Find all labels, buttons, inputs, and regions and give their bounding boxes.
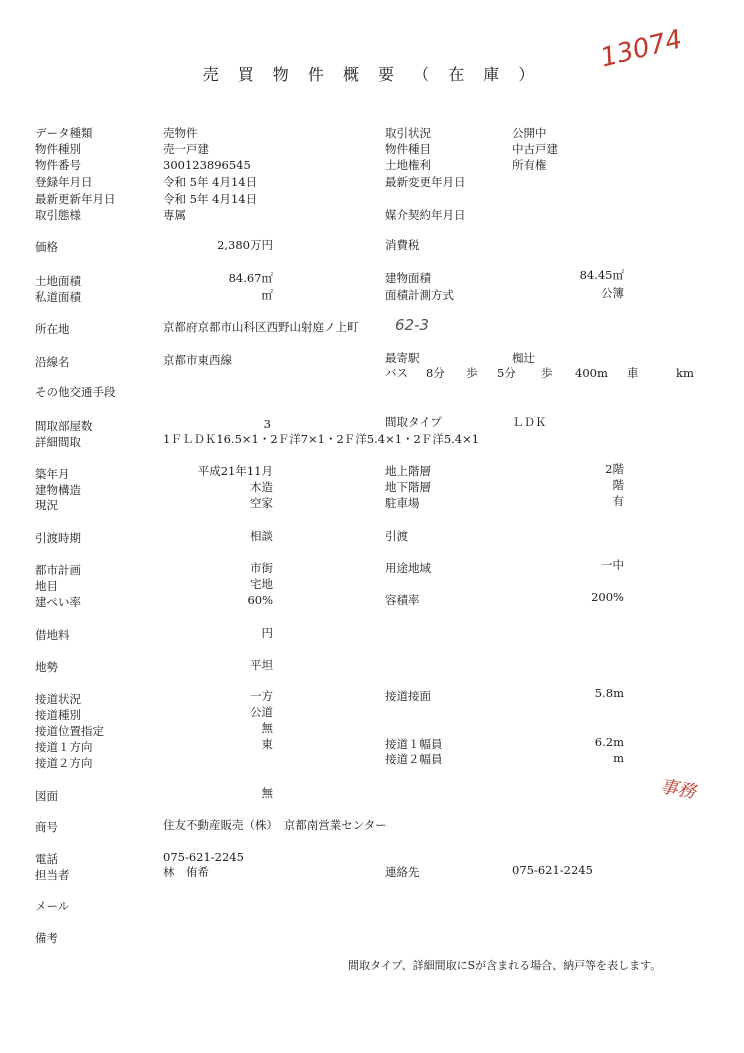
value-land-category: 宅地 xyxy=(250,577,273,591)
label-latest-change-date: 最新変更年月日 xyxy=(385,175,466,189)
value-location: 京都府京都市山科区西野山射庭ノ上町 xyxy=(163,320,359,334)
label-far: 容積率 xyxy=(385,593,420,607)
label-road-status: 接道状況 xyxy=(35,692,81,706)
access-walk-minutes: 5分 xyxy=(497,366,516,380)
label-mail: メール xyxy=(35,899,70,913)
value-transaction-status: 公開中 xyxy=(512,126,547,140)
label-city-planning: 都市計画 xyxy=(35,563,81,577)
value-land-rights: 所有権 xyxy=(512,158,547,172)
label-drawing: 図面 xyxy=(35,789,58,803)
label-coverage: 建ぺい率 xyxy=(35,595,81,609)
label-line: 沿線名 xyxy=(35,355,70,369)
label-price: 価格 xyxy=(35,240,58,254)
value-built: 平成21年11月 xyxy=(197,464,273,478)
label-road1-direction: 接道１方向 xyxy=(35,740,93,754)
footnote: 間取タイプ、詳細間取にSが含まれる場合、納戸等を表します。 xyxy=(348,959,662,972)
value-contact: 075-621-2245 xyxy=(512,863,593,877)
value-road1-width: 6.2m xyxy=(594,735,624,749)
label-rooms: 間取部屋数 xyxy=(35,419,93,433)
label-road1-width: 接道１幅員 xyxy=(385,737,443,751)
label-latest-update-date: 最新更新年月日 xyxy=(35,192,116,206)
label-floors-below: 地下階層 xyxy=(385,480,431,494)
label-road-position: 接道位置指定 xyxy=(35,724,104,738)
value-property-category: 中古戸建 xyxy=(512,142,558,156)
value-road-status: 一方 xyxy=(250,689,273,703)
label-other-transport: その他交通手段 xyxy=(35,385,116,399)
value-area-measure: 公簿 xyxy=(601,286,624,300)
value-road-kind: 公道 xyxy=(250,705,273,719)
value-structure: 木造 xyxy=(250,480,273,494)
value-layout-detail: 1ＦＬＤＫ16.5×1・2Ｆ洋7×1・2Ｆ洋5.4×1・2Ｆ洋5.4×1 xyxy=(163,432,480,446)
value-floors-above: 2階 xyxy=(605,462,624,476)
value-city-planning: 市街 xyxy=(250,561,273,575)
label-parking: 駐車場 xyxy=(385,496,420,510)
label-road2-direction: 接道２方向 xyxy=(35,756,93,770)
value-road-position: 無 xyxy=(261,721,273,735)
value-phone: 075-621-2245 xyxy=(163,850,244,864)
value-rooms: 3 xyxy=(263,417,271,431)
value-land-area: 84.67㎡ xyxy=(228,271,273,285)
value-terrain: 平坦 xyxy=(250,658,273,672)
label-road2-width: 接道２幅員 xyxy=(385,752,443,766)
label-built: 築年月 xyxy=(35,467,70,481)
access-distance: 400m xyxy=(575,366,608,380)
label-remarks: 備考 xyxy=(35,931,58,945)
value-road1-direction: 東 xyxy=(261,737,273,751)
label-handover-time: 引渡時期 xyxy=(35,531,81,545)
label-zoning: 用途地域 xyxy=(385,561,431,575)
value-property-no: 300123896545 xyxy=(163,158,251,172)
value-floors-below: 階 xyxy=(612,478,624,492)
handwritten-lot-annotation: 62-3 xyxy=(395,316,430,334)
label-terrain: 地勢 xyxy=(35,660,58,674)
label-status: 現況 xyxy=(35,498,58,512)
label-station: 最寄駅 xyxy=(385,351,420,365)
value-road-frontage: 5.8m xyxy=(594,686,624,700)
value-building-area: 84.45㎡ xyxy=(579,268,624,282)
value-far: 200% xyxy=(591,590,624,604)
access-km-label: km xyxy=(676,366,694,380)
label-transaction-status: 取引状況 xyxy=(385,126,431,140)
label-location: 所在地 xyxy=(35,322,70,336)
label-property-no: 物件番号 xyxy=(35,158,81,172)
value-zoning: 一中 xyxy=(601,558,624,572)
value-property-type: 売一戸建 xyxy=(163,142,209,156)
label-floors-above: 地上階層 xyxy=(385,464,431,478)
label-area-measure: 面積計測方式 xyxy=(385,288,454,302)
label-staff: 担当者 xyxy=(35,868,70,882)
label-structure: 建物構造 xyxy=(35,483,81,497)
value-ground-rent: 円 xyxy=(261,626,273,640)
label-consumption-tax: 消費税 xyxy=(385,238,420,252)
handwritten-number: 13074 xyxy=(597,24,686,74)
label-road-frontage: 接道接面 xyxy=(385,689,431,703)
value-transaction-mode: 専属 xyxy=(163,208,186,222)
label-land-rights: 土地権利 xyxy=(385,158,431,172)
value-parking: 有 xyxy=(612,494,624,508)
access-bus-label: バス xyxy=(385,366,408,380)
label-phone: 電話 xyxy=(35,852,58,866)
label-building-area: 建物面積 xyxy=(385,271,431,285)
label-land-category: 地目 xyxy=(35,579,58,593)
label-road-kind: 接道種別 xyxy=(35,708,81,722)
access-walk-label: 歩 xyxy=(466,366,478,380)
label-contact: 連絡先 xyxy=(385,865,420,879)
value-latest-update-date: 令和 5年 4月14日 xyxy=(163,192,258,206)
value-line: 京都市東西線 xyxy=(163,353,232,367)
access-walk2-label: 歩 xyxy=(541,366,553,380)
value-road2-width: m xyxy=(613,751,624,765)
label-ground-rent: 借地料 xyxy=(35,628,70,642)
value-drawing: 無 xyxy=(261,786,273,800)
label-transaction-mode: 取引態様 xyxy=(35,208,81,222)
value-price: 2,380万円 xyxy=(217,238,273,252)
value-registered-date: 令和 5年 4月14日 xyxy=(163,175,258,189)
label-land-area: 土地面積 xyxy=(35,274,81,288)
value-handover-time: 相談 xyxy=(250,529,273,543)
label-data-kind: データ種類 xyxy=(35,126,93,140)
label-property-category: 物件種目 xyxy=(385,142,431,156)
value-coverage: 60% xyxy=(247,593,273,607)
label-private-road-area: 私道面積 xyxy=(35,290,81,304)
value-status: 空家 xyxy=(250,496,273,510)
value-station: 椥辻 xyxy=(512,351,535,365)
handwritten-stamp: 事務 xyxy=(658,776,698,803)
label-brokerage-contract-date: 媒介契約年月日 xyxy=(385,208,466,222)
label-layout-detail: 詳細間取 xyxy=(35,435,81,449)
label-handover: 引渡 xyxy=(385,529,408,543)
value-layout-type: ＬＤＫ xyxy=(512,415,547,429)
value-data-kind: 売物件 xyxy=(163,126,198,140)
access-bus-minutes: 8分 xyxy=(426,366,445,380)
label-property-type: 物件種別 xyxy=(35,142,81,156)
value-staff: 林 侑希 xyxy=(163,865,209,879)
access-car-label: 車 xyxy=(627,366,639,380)
value-private-road-area: ㎡ xyxy=(261,288,273,302)
label-registered-date: 登録年月日 xyxy=(35,175,93,189)
label-company: 商号 xyxy=(35,820,58,834)
value-company: 住友不動産販売（株） 京都南営業センター xyxy=(163,818,387,832)
document-title: 売 買 物 件 概 要 （ 在 庫 ） xyxy=(202,65,542,84)
label-layout-type: 間取タイプ xyxy=(385,415,442,429)
